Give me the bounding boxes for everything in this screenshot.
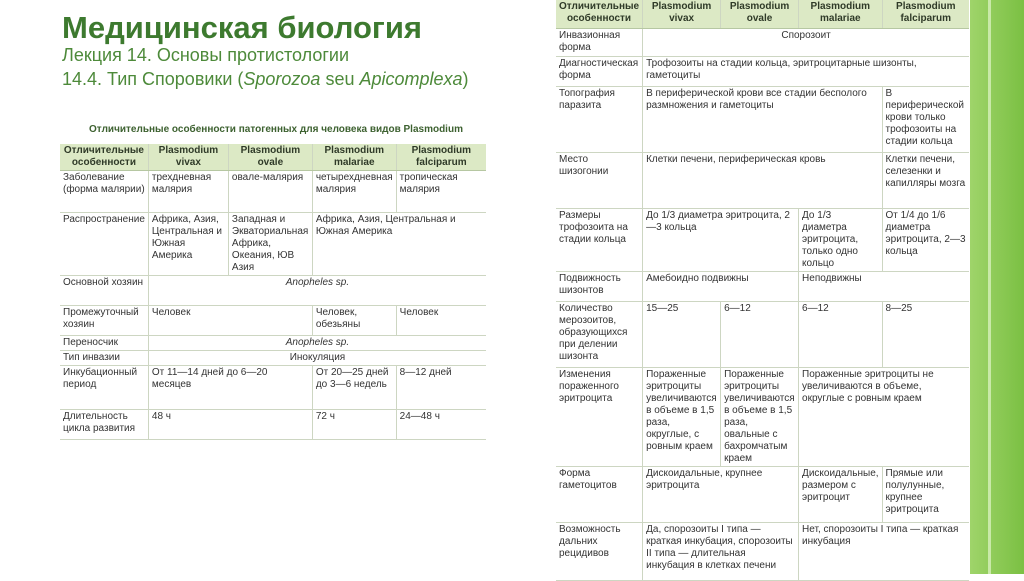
header-cell: Plasmodium malariae bbox=[799, 0, 882, 28]
table-cell: Anopheles sp. bbox=[148, 276, 486, 306]
table-cell: Спорозоит bbox=[643, 28, 969, 56]
row-label: Подвижность шизонтов bbox=[556, 271, 643, 301]
table-row bbox=[60, 351, 486, 366]
table-row bbox=[556, 301, 969, 367]
table-row bbox=[60, 171, 486, 213]
table-cell: 24—48 ч bbox=[396, 410, 486, 440]
table-cell: Дискоидальные, крупнее эритроцита bbox=[643, 466, 799, 522]
table-cell: В периферической крови все стадии бесполого размножения и гаметоциты bbox=[643, 86, 882, 152]
subtitle-latin-apicomplexa: Apicomplexa bbox=[359, 69, 463, 89]
header-cell: Plasmodium malariae bbox=[312, 144, 396, 171]
table-row bbox=[556, 522, 969, 580]
table-cell: Человек bbox=[148, 306, 312, 336]
table-cell: Anopheles sp. bbox=[148, 336, 486, 351]
table-cell: От 11—14 дней до 6—20 месяцев bbox=[148, 366, 312, 410]
header-cell: Plasmodium falciparum bbox=[882, 0, 969, 28]
table-cell: 72 ч bbox=[312, 410, 396, 440]
table-cell: До 1/3 диаметра эритроцита, 2—3 кольца bbox=[643, 208, 799, 271]
row-label: Топография паразита bbox=[556, 86, 643, 152]
table-cell: 8—12 дней bbox=[396, 366, 486, 410]
table-cell: Пораженные эритроциты увеличиваются в объеме в 1,5 раза, округлые, с ровным краем bbox=[643, 367, 721, 466]
subtitle-suffix: ) bbox=[462, 69, 469, 89]
row-label: Переносчик bbox=[60, 336, 148, 351]
row-label: Диагностическая форма bbox=[556, 56, 643, 86]
table-row bbox=[556, 152, 969, 208]
table-cell: От 1/4 до 1/6 диаметра эритроцита, 2—3 кольца bbox=[882, 208, 969, 271]
row-label: Основной хозяин bbox=[60, 276, 148, 306]
plasmodium-table-right bbox=[556, 0, 969, 581]
row-label: Инвазионная форма bbox=[556, 28, 643, 56]
table-cell: Человек bbox=[396, 306, 486, 336]
table-cell: Дискоидальные, размером с эритроцит bbox=[799, 466, 882, 522]
table-cell: 48 ч bbox=[148, 410, 312, 440]
table-row bbox=[556, 367, 969, 466]
table-cell: Африка, Азия, Центральная и Южная Америка bbox=[148, 213, 228, 276]
subtitle-mid: seu bbox=[320, 69, 360, 89]
slide-subtitle-topic bbox=[62, 68, 532, 90]
table-cell: Западная и Экваториальная Африка, Океания, ЮВ Азия bbox=[228, 213, 312, 276]
plasmodium-table-left bbox=[60, 144, 486, 440]
decorative-stripe bbox=[988, 0, 991, 574]
header-cell: Plasmodium falciparum bbox=[396, 144, 486, 171]
table-row bbox=[556, 271, 969, 301]
row-label: Возможность дальних рецидивов bbox=[556, 522, 643, 580]
table-row bbox=[60, 410, 486, 440]
subtitle-latin-sporozoa: Sporozoa bbox=[243, 69, 321, 89]
header-cell: Отличительные особенности bbox=[556, 0, 643, 28]
row-label: Инкубационный период bbox=[60, 366, 148, 410]
row-label: Изменения пораженного эритроцита bbox=[556, 367, 643, 466]
row-label: Заболевание (форма малярии) bbox=[60, 171, 148, 213]
table-row bbox=[60, 306, 486, 336]
subtitle-prefix: 14.4. Тип Споровики ( bbox=[62, 69, 244, 89]
table-cell: Человек, обезьяны bbox=[312, 306, 396, 336]
table-cell: До 1/3 диаметра эритроцита, только одно кольцо bbox=[799, 208, 882, 271]
table-cell: Прямые или полулунные, крупнее эритроцита bbox=[882, 466, 969, 522]
table-row bbox=[556, 86, 969, 152]
table-cell: Клетки печени, периферическая кровь bbox=[643, 152, 882, 208]
table-cell: В периферической крови только трофозоиты на стадии кольца bbox=[882, 86, 969, 152]
table-cell: От 20—25 дней до 3—6 недель bbox=[312, 366, 396, 410]
table-cell: трехдневная малярия bbox=[148, 171, 228, 213]
row-label: Длительность цикла развития bbox=[60, 410, 148, 440]
row-label: Распространение bbox=[60, 213, 148, 276]
table-cell: тропическая малярия bbox=[396, 171, 486, 213]
table-cell: Трофозоиты на стадии кольца, эритроцитарные шизонты, гаметоциты bbox=[643, 56, 969, 86]
table-cell: Африка, Азия, Центральная и Южная Америка bbox=[312, 213, 486, 276]
table-cell: Амебоидно подвижны bbox=[643, 271, 799, 301]
row-label: Форма гаметоцитов bbox=[556, 466, 643, 522]
row-label: Размеры трофозоита на стадии кольца bbox=[556, 208, 643, 271]
table-row bbox=[556, 28, 969, 56]
table1-caption: Отличительные особенности патогенных для человека видов Plasmodium bbox=[89, 124, 463, 135]
table-row bbox=[60, 276, 486, 306]
table-cell: Клетки печени, селезенки и капилляры мозга bbox=[882, 152, 969, 208]
row-label: Промежуточный хозяин bbox=[60, 306, 148, 336]
table-row bbox=[60, 213, 486, 276]
decorative-green-sidebar bbox=[970, 0, 1024, 574]
table-cell: 8—25 bbox=[882, 301, 969, 367]
table-header-row bbox=[60, 144, 486, 171]
table-cell: Нет, спорозоиты I типа — краткая инкубация bbox=[799, 522, 969, 580]
header-cell: Plasmodium vivax bbox=[148, 144, 228, 171]
table-row bbox=[60, 336, 486, 351]
slide-title: Медицинская биология bbox=[62, 10, 422, 45]
table-header-row bbox=[556, 0, 969, 28]
table-row bbox=[556, 208, 969, 271]
header-cell: Plasmodium ovale bbox=[721, 0, 799, 28]
table-cell: овале-малярия bbox=[228, 171, 312, 213]
table-cell: 6—12 bbox=[721, 301, 799, 367]
table-cell: Инокуляция bbox=[148, 351, 486, 366]
table-row bbox=[556, 56, 969, 86]
table-cell: Неподвижны bbox=[799, 271, 969, 301]
table-cell: 6—12 bbox=[799, 301, 882, 367]
table-cell: Да, спорозоиты I типа — краткая инкубация, спорозоиты II типа — длительная инкубация в клетках печени bbox=[643, 522, 799, 580]
row-label: Место шизогонии bbox=[556, 152, 643, 208]
table-cell: Пораженные эритроциты увеличиваются в объеме в 1,5 раза, овальные с бахромчатым краем bbox=[721, 367, 799, 466]
header-cell: Отличительные особенности bbox=[60, 144, 148, 171]
row-label: Количество мерозоитов, образующихся при делении шизонта bbox=[556, 301, 643, 367]
header-cell: Plasmodium vivax bbox=[643, 0, 721, 28]
table-row bbox=[556, 466, 969, 522]
table-cell: 15—25 bbox=[643, 301, 721, 367]
table-cell: четырехдневная малярия bbox=[312, 171, 396, 213]
row-label: Тип инвазии bbox=[60, 351, 148, 366]
table-cell: Пораженные эритроциты не увеличиваются в объеме, округлые с ровным краем bbox=[799, 367, 969, 466]
header-cell: Plasmodium ovale bbox=[228, 144, 312, 171]
slide-subtitle-lecture: Лекция 14. Основы протистологии bbox=[62, 45, 350, 65]
table-row bbox=[60, 366, 486, 410]
